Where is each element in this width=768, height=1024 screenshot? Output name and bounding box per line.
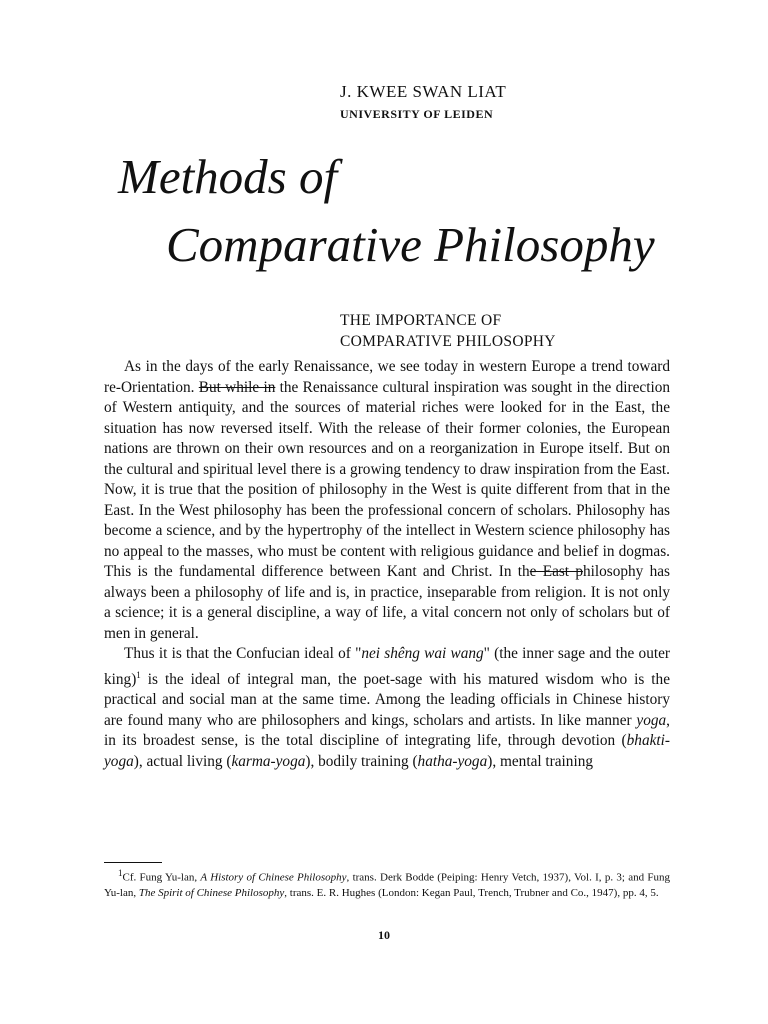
paragraph-2-text-a: Thus it is that the Confucian ideal of "	[124, 645, 362, 662]
section-heading-line-2: COMPARATIVE PHILOSOPHY	[340, 333, 556, 350]
paragraph-1-text-b: the Renaissance cultural inspiration was sought in the direction of Western antiquity, and the sources of material riches were looked for in the East, the situation has now reversed itself. With the release of their former colonies, the European nations are thrown on their own resources and on a reorganization in Europe itself. But on the cultural and spiritual level there is a growing tendency to draw inspiration from the East. Now, it is true that the position of philosophy in the West is quite different from that in the East. In the West philosophy has been the professional concern of scholars. Philosophy has become a science, and by the hypertrophy of the intellect in Western science philosophy has no appeal to the masses, who must be content with religious guidance and belief in dogmas. This is the fundamental difference between Kant and Christ. In th	[104, 378, 670, 580]
paragraph-2-text-f: ), bodily training (	[305, 752, 418, 770]
footnote-divider	[104, 862, 162, 863]
footnote-book-1: A History of Chinese Philosophy	[200, 871, 347, 884]
footnote-text-b: , trans. Derk Bodde (Peiping: Henry Vetch, 1937), Vol. I, p. 3; and Fung Yu-lan,	[104, 871, 670, 899]
paragraph-2-text-b: " (the inner sage and the outer king)	[104, 645, 670, 688]
footnote-mark: 1	[118, 868, 123, 878]
paragraph-2	[104, 644, 670, 772]
struck-text-2: e East p	[529, 563, 583, 580]
section-heading	[340, 310, 556, 352]
article-title-line-2: Comparative Philosophy	[166, 217, 655, 272]
paragraph-1-text-c: hilosophy has always been a philosophy of life and is, in practice, inseparable from religion. It is not only a science; it is a general discipline, a way of life, a vital concern not only of scholars but of men in general.	[104, 563, 670, 642]
paragraph-1	[104, 357, 670, 644]
term-karma-yoga: karma-yoga	[231, 752, 306, 770]
term-nei-sheng-wai-wang: nei shêng wai wang	[361, 645, 484, 662]
term-hatha-yoga: hatha-yoga	[417, 752, 488, 770]
term-yoga: yoga	[636, 711, 667, 729]
footnote-text-a: Cf. Fung Yu-lan,	[122, 871, 201, 884]
footnote-book-2: The Spirit of Chinese Philosophy	[138, 886, 285, 899]
author-name: J. KWEE SWAN LIAT	[340, 82, 507, 101]
article-title-line-1: Methods of	[118, 149, 338, 204]
section-heading-line-1: THE IMPORTANCE OF	[340, 312, 502, 329]
body-text	[104, 357, 670, 772]
footnote-reference: 1	[136, 669, 141, 680]
paragraph-2-text-d: , in its broadest sense, is the total discipline of integrating life, through devotion (	[104, 711, 670, 750]
paragraph-1-text-a: As in the days of the early Renaissance, we see today in western Europe a trend toward re-Orientation.	[104, 358, 670, 396]
term-bhakti-yoga: bhakti-yoga	[104, 732, 670, 770]
author-affiliation: UNIVERSITY OF LEIDEN	[340, 107, 494, 121]
footnote	[104, 866, 670, 901]
paragraph-2-text-e: ), actual living (	[133, 752, 232, 770]
struck-text-1: But while in	[198, 378, 276, 396]
paragraph-2-text-c: is the ideal of integral man, the poet-sage with his matured wisdom who is the practical and social man at the same time. Among the leading officials in Chinese history are found many who are philosophers and kings, scholars and artists. In like manner	[104, 670, 670, 729]
footnote-text-c: , trans. E. R. Hughes (London: Kegan Paul, Trench, Trubner and Co., 1947), pp. 4, 5.	[284, 886, 659, 899]
paragraph-2-text-g: ), mental training	[487, 752, 594, 770]
page-number: 10	[378, 928, 390, 942]
